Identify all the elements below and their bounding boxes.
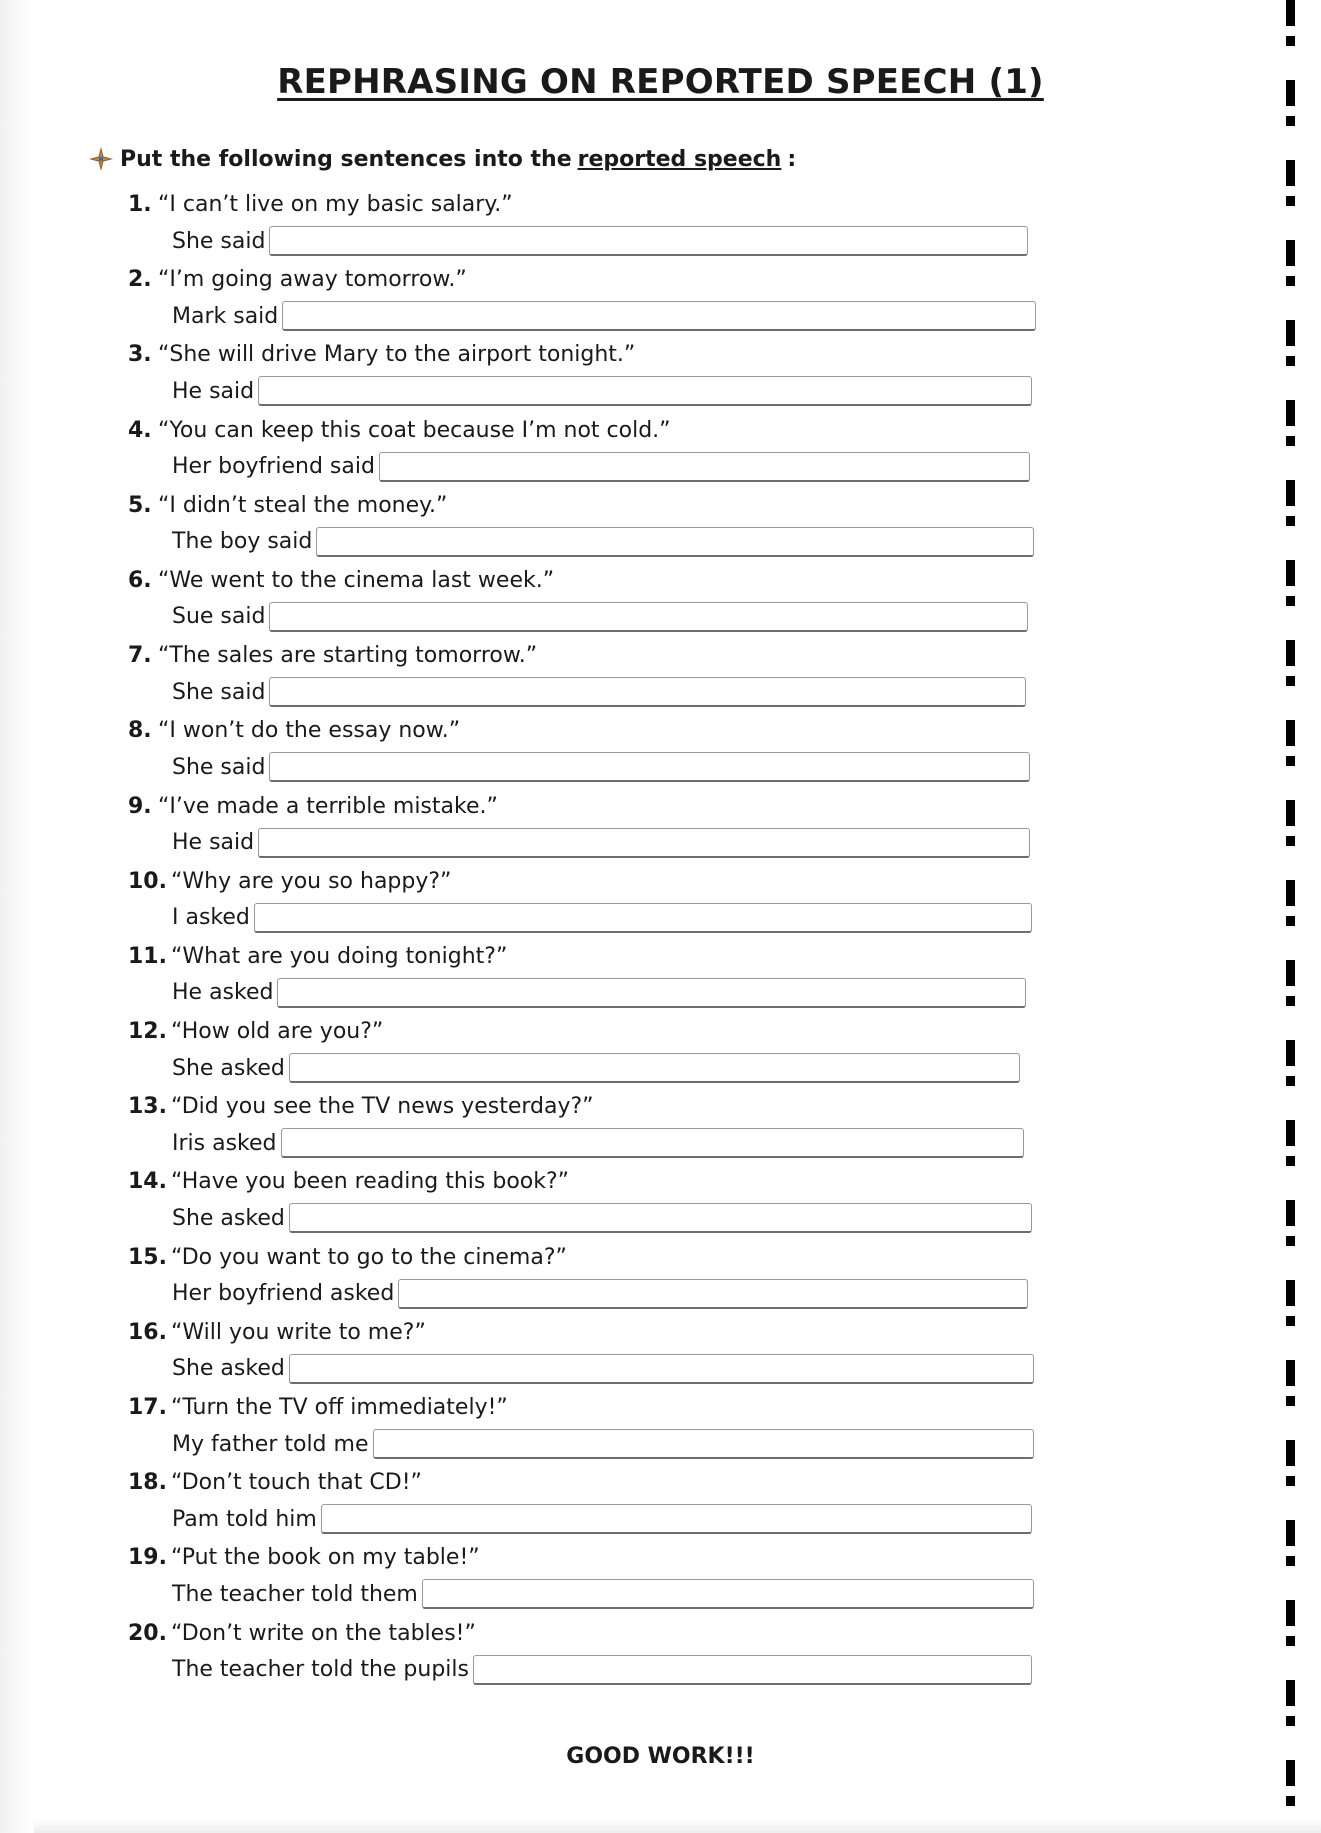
exercise-answer-line	[128, 372, 1228, 410]
exercise-number: 4.	[128, 417, 152, 443]
exercise-item	[128, 714, 1228, 789]
exercise-item	[128, 1466, 1228, 1541]
answer-lead-text: She said	[172, 754, 266, 780]
exercise-quote-line	[128, 414, 1228, 448]
exercise-quote: “Don’t write on the tables!”	[171, 1620, 476, 1646]
exercise-answer-line	[128, 1275, 1228, 1313]
exercise-number: 11.	[128, 943, 167, 969]
exercise-quote-line	[128, 1617, 1228, 1651]
exercise-item	[128, 790, 1228, 865]
exercise-item	[128, 1617, 1228, 1692]
instruction-suffix: :	[787, 146, 797, 172]
answer-input-box[interactable]	[269, 226, 1028, 256]
exercise-quote: “What are you doing tonight?”	[171, 943, 508, 969]
answer-input-box[interactable]	[269, 677, 1026, 707]
answer-lead-text: Sue said	[172, 604, 266, 630]
exercise-quote: “I’ve made a terrible mistake.”	[158, 793, 498, 819]
exercise-answer-line	[128, 297, 1228, 335]
answer-input-box[interactable]	[289, 1053, 1020, 1083]
exercise-answer-line	[128, 1425, 1228, 1463]
exercise-quote: “Why are you so happy?”	[171, 868, 452, 894]
exercise-quote: “I didn’t steal the money.”	[158, 492, 448, 518]
exercise-quote: “She will drive Mary to the airport tonight.”	[158, 342, 636, 368]
exercise-quote: “We went to the cinema last week.”	[158, 567, 555, 593]
exercise-quote: “How old are you?”	[171, 1019, 384, 1045]
exercise-number: 9.	[128, 793, 152, 819]
instruction-line	[88, 146, 796, 172]
answer-lead-text: My father told me	[172, 1431, 369, 1457]
exercise-answer-line	[128, 974, 1228, 1012]
worksheet-title: REPHRASING ON REPORTED SPEECH (1)	[277, 62, 1044, 102]
answer-input-box[interactable]	[269, 752, 1030, 782]
answer-input-box[interactable]	[398, 1279, 1028, 1309]
answer-input-box[interactable]	[282, 301, 1036, 331]
answer-input-box[interactable]	[473, 1655, 1032, 1685]
footer-message: GOOD WORK!!!	[566, 1744, 755, 1769]
exercise-item	[128, 1165, 1228, 1240]
exercise-item	[128, 188, 1228, 263]
exercise-number: 13.	[128, 1094, 167, 1120]
exercise-number: 20.	[128, 1620, 167, 1646]
exercise-number: 18.	[128, 1470, 167, 1496]
exercise-answer-line	[128, 1575, 1228, 1613]
answer-input-box[interactable]	[289, 1203, 1032, 1233]
exercise-quote-line	[128, 564, 1228, 598]
exercise-quote-line	[128, 639, 1228, 673]
instruction-prefix: Put the following sentences into the	[120, 146, 572, 172]
answer-lead-text: The boy said	[172, 529, 313, 555]
exercise-number: 1.	[128, 192, 152, 217]
answer-lead-text: Iris asked	[172, 1130, 277, 1156]
exercise-quote-line	[128, 1391, 1228, 1425]
exercise-quote: “Will you write to me?”	[171, 1319, 426, 1345]
exercise-answer-line	[128, 1199, 1228, 1237]
exercise-number: 8.	[128, 718, 152, 744]
exercise-item	[128, 1015, 1228, 1090]
exercise-item	[128, 414, 1228, 489]
instruction-underlined-term: reported speech	[577, 146, 782, 172]
exercise-quote-line	[128, 1090, 1228, 1124]
answer-lead-text: The teacher told them	[172, 1581, 418, 1607]
exercise-quote: “Have you been reading this book?”	[171, 1169, 570, 1195]
answer-lead-text: I asked	[172, 905, 250, 931]
exercise-quote: “Do you want to go to the cinema?”	[171, 1244, 567, 1270]
exercise-number: 5.	[128, 492, 152, 518]
answer-input-box[interactable]	[258, 828, 1030, 858]
exercise-item	[128, 489, 1228, 564]
exercise-quote: “I can’t live on my basic salary.”	[158, 192, 513, 217]
exercise-quote-line	[128, 790, 1228, 824]
answer-input-box[interactable]	[373, 1429, 1035, 1459]
exercise-item	[128, 940, 1228, 1015]
exercise-quote-line	[128, 1241, 1228, 1275]
exercise-item	[128, 1391, 1228, 1466]
exercise-answer-line	[128, 899, 1228, 937]
page-left-shadow	[0, 0, 34, 1833]
right-margin-dashed-rule	[1286, 0, 1295, 1833]
exercise-item	[128, 564, 1228, 639]
exercise-answer-line	[128, 222, 1228, 260]
exercise-quote-line	[128, 1466, 1228, 1500]
exercise-item	[128, 1241, 1228, 1316]
exercise-item	[128, 1090, 1228, 1165]
exercise-answer-line	[128, 1124, 1228, 1162]
exercise-number: 6.	[128, 567, 152, 593]
exercise-answer-line	[128, 673, 1228, 711]
exercise-answer-line	[128, 1500, 1228, 1538]
answer-lead-text: She asked	[172, 1055, 285, 1081]
answer-input-box[interactable]	[281, 1128, 1025, 1158]
answer-input-box[interactable]	[422, 1579, 1034, 1609]
exercise-quote-line	[128, 1015, 1228, 1049]
exercise-quote: “You can keep this coat because I’m not cold.”	[158, 417, 671, 443]
answer-lead-text: She asked	[172, 1356, 285, 1382]
answer-input-box[interactable]	[321, 1504, 1032, 1534]
exercise-quote: “Turn the TV off immediately!”	[171, 1395, 508, 1420]
exercise-number: 3.	[128, 342, 152, 368]
exercise-quote-line	[128, 338, 1228, 372]
exercise-number: 2.	[128, 267, 152, 293]
exercise-quote-line	[128, 1316, 1228, 1350]
exercise-answer-line	[128, 1350, 1228, 1388]
exercise-item	[128, 639, 1228, 714]
exercise-item	[128, 1541, 1228, 1616]
answer-lead-text: The teacher told the pupils	[172, 1657, 469, 1683]
exercise-number: 17.	[128, 1395, 167, 1420]
answer-lead-text: She asked	[172, 1205, 285, 1231]
answer-lead-text: He said	[172, 378, 255, 404]
answer-input-box[interactable]	[289, 1354, 1034, 1384]
exercise-quote: “Put the book on my table!”	[171, 1545, 480, 1571]
exercise-answer-line	[128, 748, 1228, 786]
exercise-quote-line	[128, 489, 1228, 523]
exercise-number: 15.	[128, 1244, 167, 1270]
exercise-quote: “Did you see the TV news yesterday?”	[171, 1094, 594, 1120]
exercise-quote-line	[128, 865, 1228, 899]
answer-input-box[interactable]	[277, 978, 1026, 1008]
exercise-quote-line	[128, 714, 1228, 748]
exercise-list	[128, 188, 1228, 1692]
answer-lead-text: Her boyfriend asked	[172, 1281, 395, 1307]
exercise-quote-line	[128, 1541, 1228, 1575]
answer-lead-text: Her boyfriend said	[172, 454, 375, 480]
exercise-answer-line	[128, 598, 1228, 636]
exercise-item	[128, 1316, 1228, 1391]
exercise-quote: “Don’t touch that CD!”	[171, 1470, 422, 1496]
answer-input-box[interactable]	[254, 903, 1032, 933]
answer-input-box[interactable]	[269, 602, 1028, 632]
exercise-quote-line	[128, 188, 1228, 222]
exercise-number: 10.	[128, 868, 167, 894]
exercise-number: 12.	[128, 1019, 167, 1045]
page-bottom-edge	[34, 1818, 1321, 1833]
answer-input-box[interactable]	[258, 376, 1032, 406]
exercise-number: 16.	[128, 1319, 167, 1345]
exercise-quote-line	[128, 940, 1228, 974]
answer-lead-text: She said	[172, 228, 266, 254]
exercise-number: 19.	[128, 1545, 167, 1571]
four-point-star-bullet-icon	[88, 146, 114, 172]
answer-lead-text: He said	[172, 830, 255, 855]
exercise-item	[128, 865, 1228, 940]
exercise-answer-line	[128, 523, 1228, 561]
exercise-item	[128, 338, 1228, 413]
exercise-quote-line	[128, 1165, 1228, 1199]
exercise-number: 14.	[128, 1169, 167, 1195]
exercise-answer-line	[128, 1651, 1228, 1689]
exercise-answer-line	[128, 824, 1228, 862]
exercise-quote: “I won’t do the essay now.”	[158, 718, 461, 744]
answer-lead-text: She said	[172, 679, 266, 705]
exercise-number: 7.	[128, 643, 152, 669]
answer-input-box[interactable]	[316, 527, 1034, 557]
answer-input-box[interactable]	[379, 452, 1030, 482]
exercise-quote: “I’m going away tomorrow.”	[158, 267, 467, 293]
answer-lead-text: Mark said	[172, 303, 279, 329]
answer-lead-text: Pam told him	[172, 1506, 317, 1532]
answer-lead-text: He asked	[172, 980, 274, 1006]
exercise-answer-line	[128, 448, 1228, 486]
exercise-quote: “The sales are starting tomorrow.”	[158, 643, 538, 669]
exercise-answer-line	[128, 1049, 1228, 1087]
exercise-quote-line	[128, 263, 1228, 297]
exercise-item	[128, 263, 1228, 338]
